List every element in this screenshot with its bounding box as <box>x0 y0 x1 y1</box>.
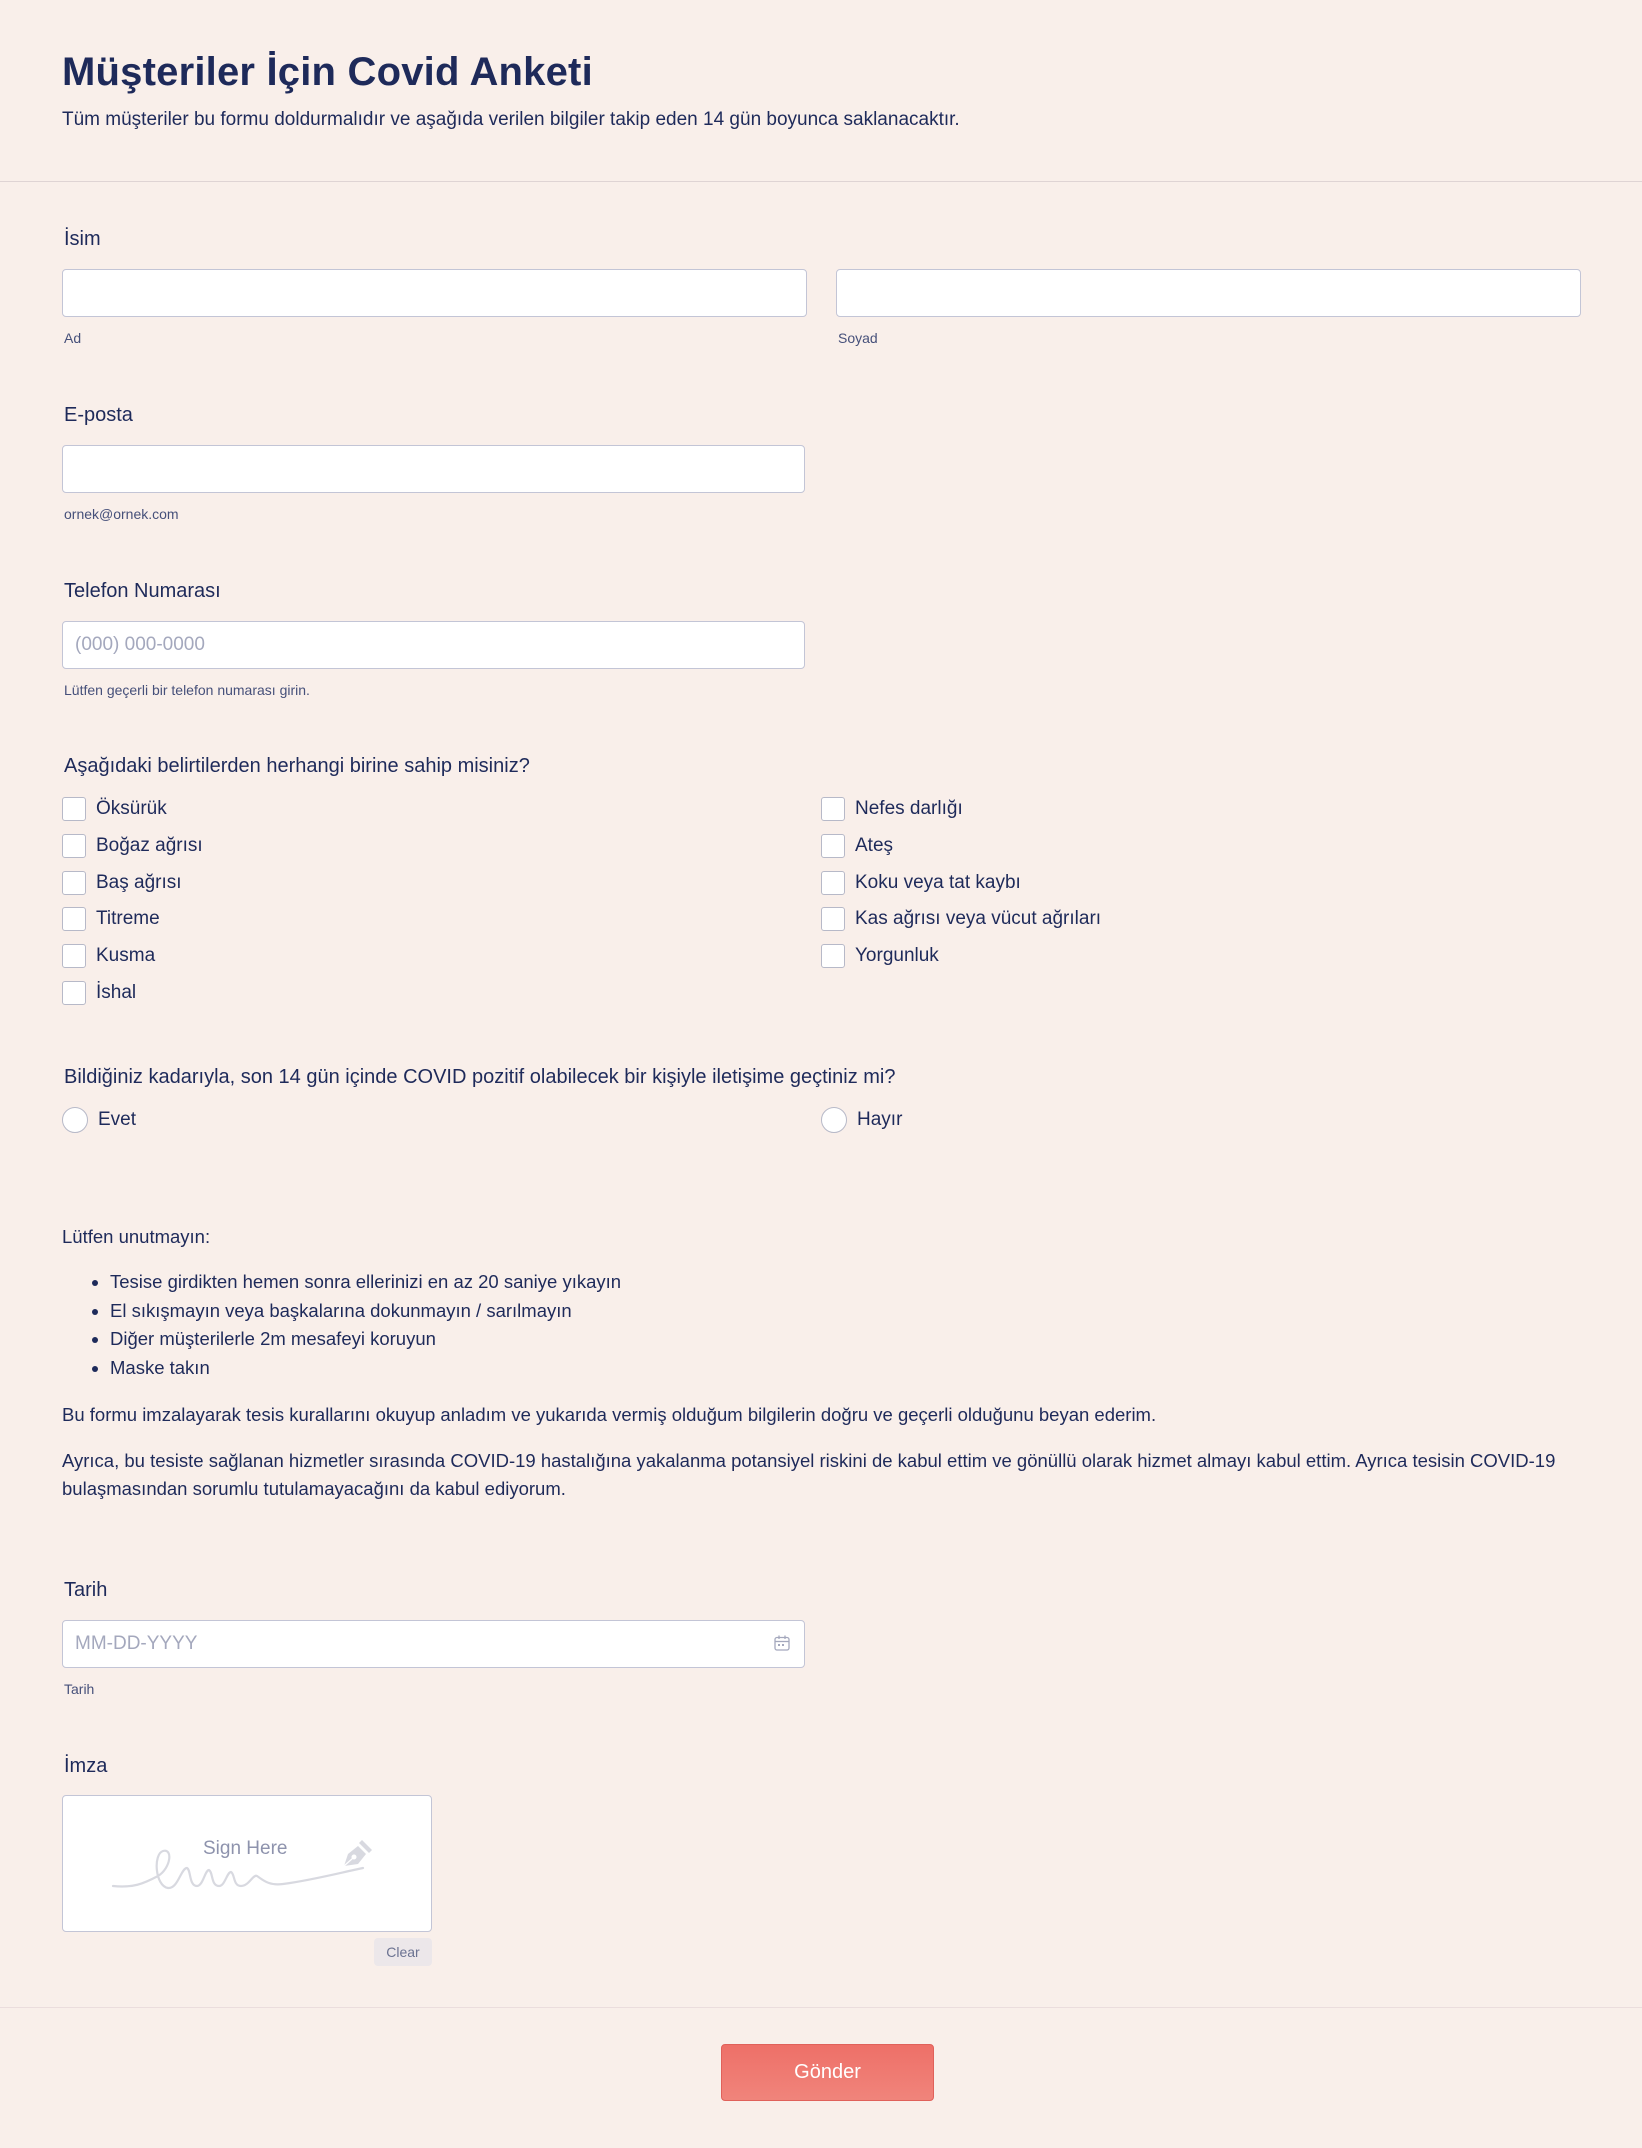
symptom-option[interactable] <box>62 870 182 896</box>
checkbox[interactable] <box>62 907 86 931</box>
contact-option-no[interactable] <box>821 1107 902 1133</box>
last-name-input[interactable] <box>836 269 1581 317</box>
email-label: E-posta <box>64 404 133 426</box>
notice-list <box>110 1268 621 1382</box>
checkbox[interactable] <box>821 834 845 858</box>
phone-label: Telefon Numarası <box>64 580 221 602</box>
first-name-sublabel: Ad <box>64 330 82 346</box>
checkbox[interactable] <box>62 944 86 968</box>
form-description: Tüm müşteriler bu formu doldurmalıdır ve aşağıda verilen bilgiler takip eden 14 gün boyunca saklanacaktır. <box>62 109 960 130</box>
symptom-label: Yorgunluk <box>855 945 939 966</box>
clear-signature-button[interactable]: Clear <box>374 1938 432 1966</box>
symptom-option[interactable] <box>821 796 963 822</box>
first-name-input[interactable] <box>62 269 807 317</box>
email-sublabel: ornek@ornek.com <box>64 506 179 522</box>
symptom-label: Ateş <box>855 835 894 856</box>
symptom-label: Kas ağrısı veya vücut ağrıları <box>855 908 1102 929</box>
notice-item: • Maske takın <box>110 1354 621 1383</box>
pen-nib-icon <box>338 1836 374 1872</box>
signature-pad[interactable] <box>62 1795 432 1932</box>
notice-item: • El sıkışmayın veya başkalarına dokunmayın / sarılmayın <box>110 1297 621 1326</box>
radio-button[interactable] <box>62 1107 88 1133</box>
symptoms-question: Aşağıdaki belirtilerden herhangi birine sahip misiniz? <box>64 755 530 777</box>
symptom-option[interactable] <box>821 943 939 969</box>
checkbox[interactable] <box>821 944 845 968</box>
notice-item: • Diğer müşterilerle 2m mesafeyi koruyun <box>110 1325 621 1354</box>
symptom-option[interactable] <box>821 906 1101 932</box>
notice-paragraph-1: Bu formu imzalayarak tesis kurallarını okuyup anladım ve yukarıda vermiş olduğum bilgilerin doğru ve geçerli olduğunu beyan ederim. <box>62 1404 1157 1425</box>
notice-intro: Lütfen unutmayın: <box>62 1226 211 1247</box>
signature-label: İmza <box>64 1755 108 1777</box>
symptom-label: Kusma <box>96 945 156 966</box>
date-sublabel: Tarih <box>64 1681 95 1697</box>
symptom-option[interactable] <box>62 906 160 932</box>
signature-hint: Sign Here <box>203 1838 288 1859</box>
checkbox[interactable] <box>821 871 845 895</box>
checkbox[interactable] <box>62 981 86 1005</box>
form-header <box>0 0 1642 182</box>
symptom-label: Baş ağrısı <box>96 872 182 893</box>
symptom-option[interactable] <box>821 870 1021 896</box>
symptom-option[interactable] <box>62 796 167 822</box>
phone-input[interactable] <box>62 621 805 669</box>
symptom-label: Öksürük <box>96 798 167 819</box>
phone-sublabel: Lütfen geçerli bir telefon numarası girin. <box>64 682 310 698</box>
name-label: İsim <box>64 228 101 250</box>
date-label: Tarih <box>64 1579 108 1601</box>
contact-option-label: Evet <box>98 1109 137 1130</box>
signature-scribble-icon <box>63 1796 433 1933</box>
symptom-label: Titreme <box>96 908 160 929</box>
date-input[interactable] <box>62 1620 805 1668</box>
radio-button[interactable] <box>821 1107 847 1133</box>
notice-paragraph-2: Ayrıca, bu tesiste sağlanan hizmetler sırasında COVID-19 hastalığına yakalanma potansiyel riskini de kabul ettim ve gönüllü olarak hizmet almayı kabul ettim. Ayrıca tesisin COVID-19 bulaşmasından sorumlu tutulamayacağını da kabul ediyorum. <box>62 1450 1556 1499</box>
symptom-label: İshal <box>96 982 137 1003</box>
checkbox[interactable] <box>62 871 86 895</box>
form-title: Müşteriler İçin Covid Anketi <box>62 50 593 94</box>
symptom-label: Nefes darlığı <box>855 798 963 819</box>
symptom-label: Boğaz ağrısı <box>96 835 203 856</box>
checkbox[interactable] <box>821 797 845 821</box>
email-input[interactable] <box>62 445 805 493</box>
contact-option-yes[interactable] <box>62 1107 136 1133</box>
last-name-sublabel: Soyad <box>838 330 878 346</box>
contact-option-label: Hayır <box>857 1109 903 1130</box>
checkbox[interactable] <box>821 907 845 931</box>
submit-button[interactable]: Gönder <box>721 2044 934 2101</box>
symptom-label: Koku veya tat kaybı <box>855 872 1021 893</box>
symptom-option[interactable] <box>62 943 155 969</box>
symptom-option[interactable] <box>62 980 136 1006</box>
calendar-icon[interactable] <box>773 1634 791 1652</box>
symptom-option[interactable] <box>821 833 893 859</box>
symptom-option[interactable] <box>62 833 203 859</box>
notice-item: • Tesise girdikten hemen sonra ellerinizi en az 20 saniye yıkayın <box>110 1268 621 1297</box>
footer-divider <box>0 2007 1642 2008</box>
contact-question: Bildiğiniz kadarıyla, son 14 gün içinde COVID pozitif olabilecek bir kişiyle iletişime geçtiniz mi? <box>64 1066 896 1088</box>
checkbox[interactable] <box>62 797 86 821</box>
checkbox[interactable] <box>62 834 86 858</box>
